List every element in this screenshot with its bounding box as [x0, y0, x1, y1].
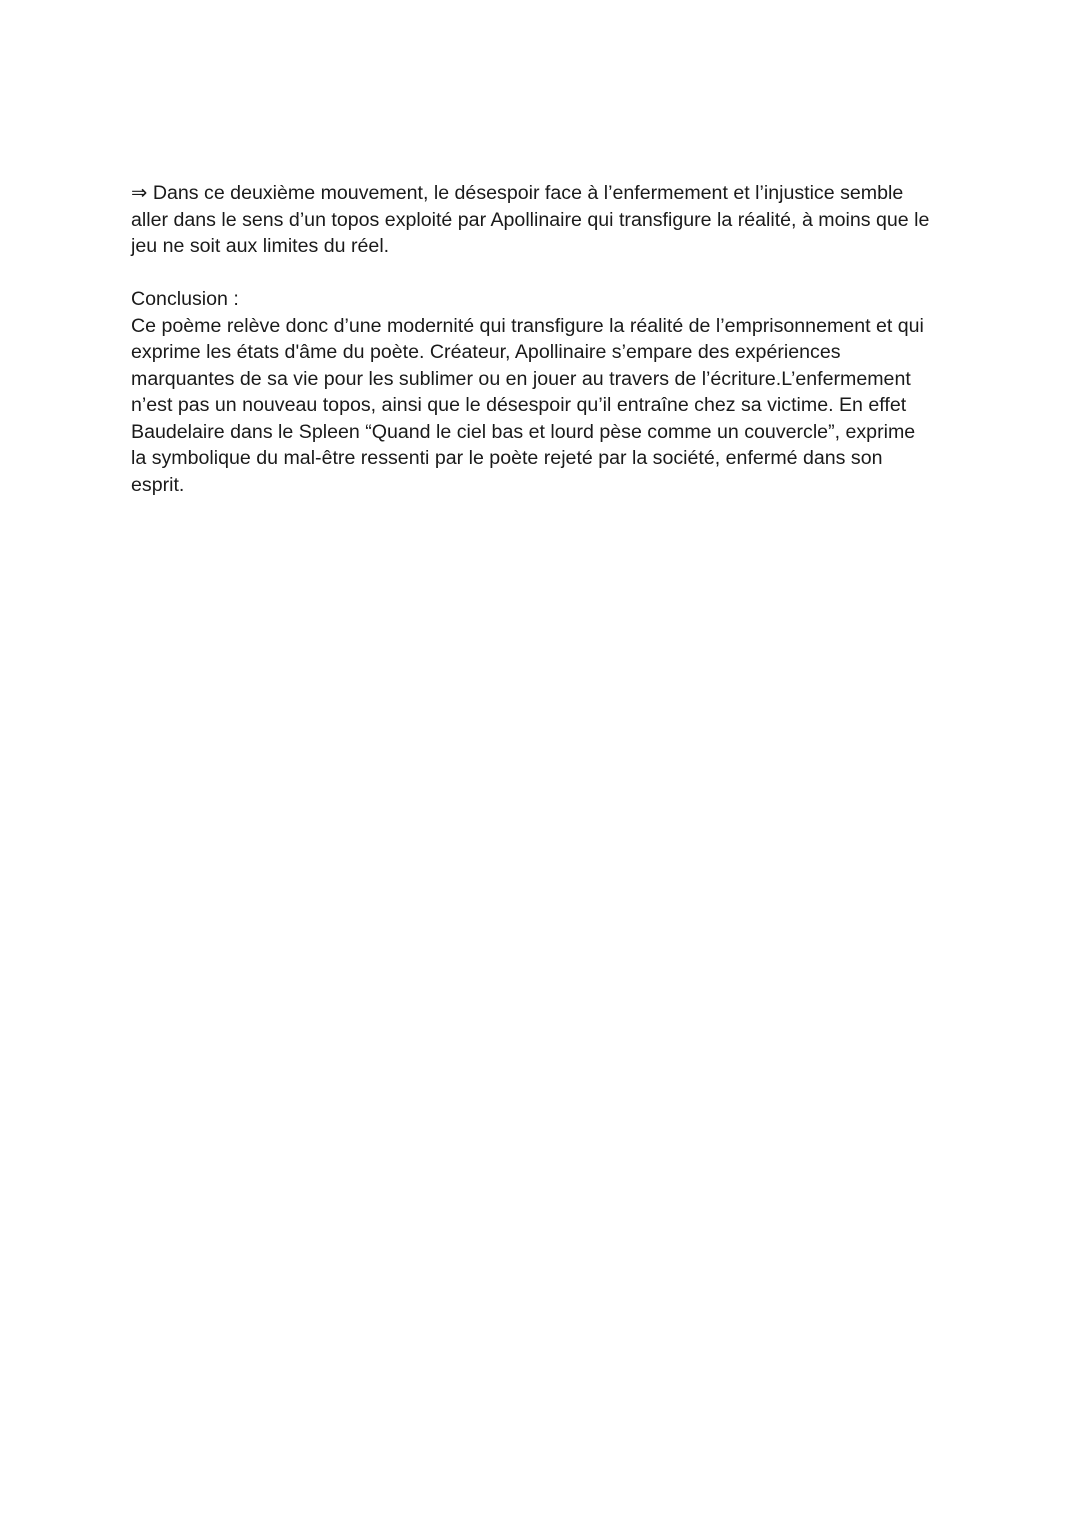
paragraph-spacer [131, 260, 961, 287]
paragraph-line: la symbolique du mal-être ressenti par le poète rejeté par la société, enfermé dans son [131, 447, 883, 469]
paragraph-conclusion [131, 313, 961, 499]
paragraph-line: aller dans le sens d’un topos exploité par Apollinaire qui transfigure la réalité, à moins que le [131, 208, 930, 231]
paragraph-line: jeu ne soit aux limites du réel. [131, 235, 390, 257]
conclusion-heading: Conclusion : [131, 288, 239, 310]
paragraph-line: ⇒ Dans ce deuxième mouvement, le désespoir face à l’enfermement et l’injustice semble [131, 182, 904, 204]
paragraph-line: marquantes de sa vie pour les sublimer ou en jouer au travers de l’écriture.L’enfermement [131, 367, 911, 390]
document-body [131, 180, 961, 498]
paragraph-line: Ce poème relève donc d’une modernité qui transfigure la réalité de l’emprisonnement et qui [131, 314, 924, 337]
paragraph-line: Baudelaire dans le Spleen “Quand le ciel bas et lourd pèse comme un couvercle”, exprime [131, 420, 916, 443]
paragraph-second-movement [131, 180, 961, 260]
paragraph-line: esprit. [131, 473, 185, 496]
paragraph-line: n’est pas un nouveau topos, ainsi que le désespoir qu’il entraîne chez sa victime. En effet [131, 394, 907, 416]
paragraph-line: exprime les états d'âme du poète. Créateur, Apollinaire s’empare des expériences [131, 341, 841, 363]
